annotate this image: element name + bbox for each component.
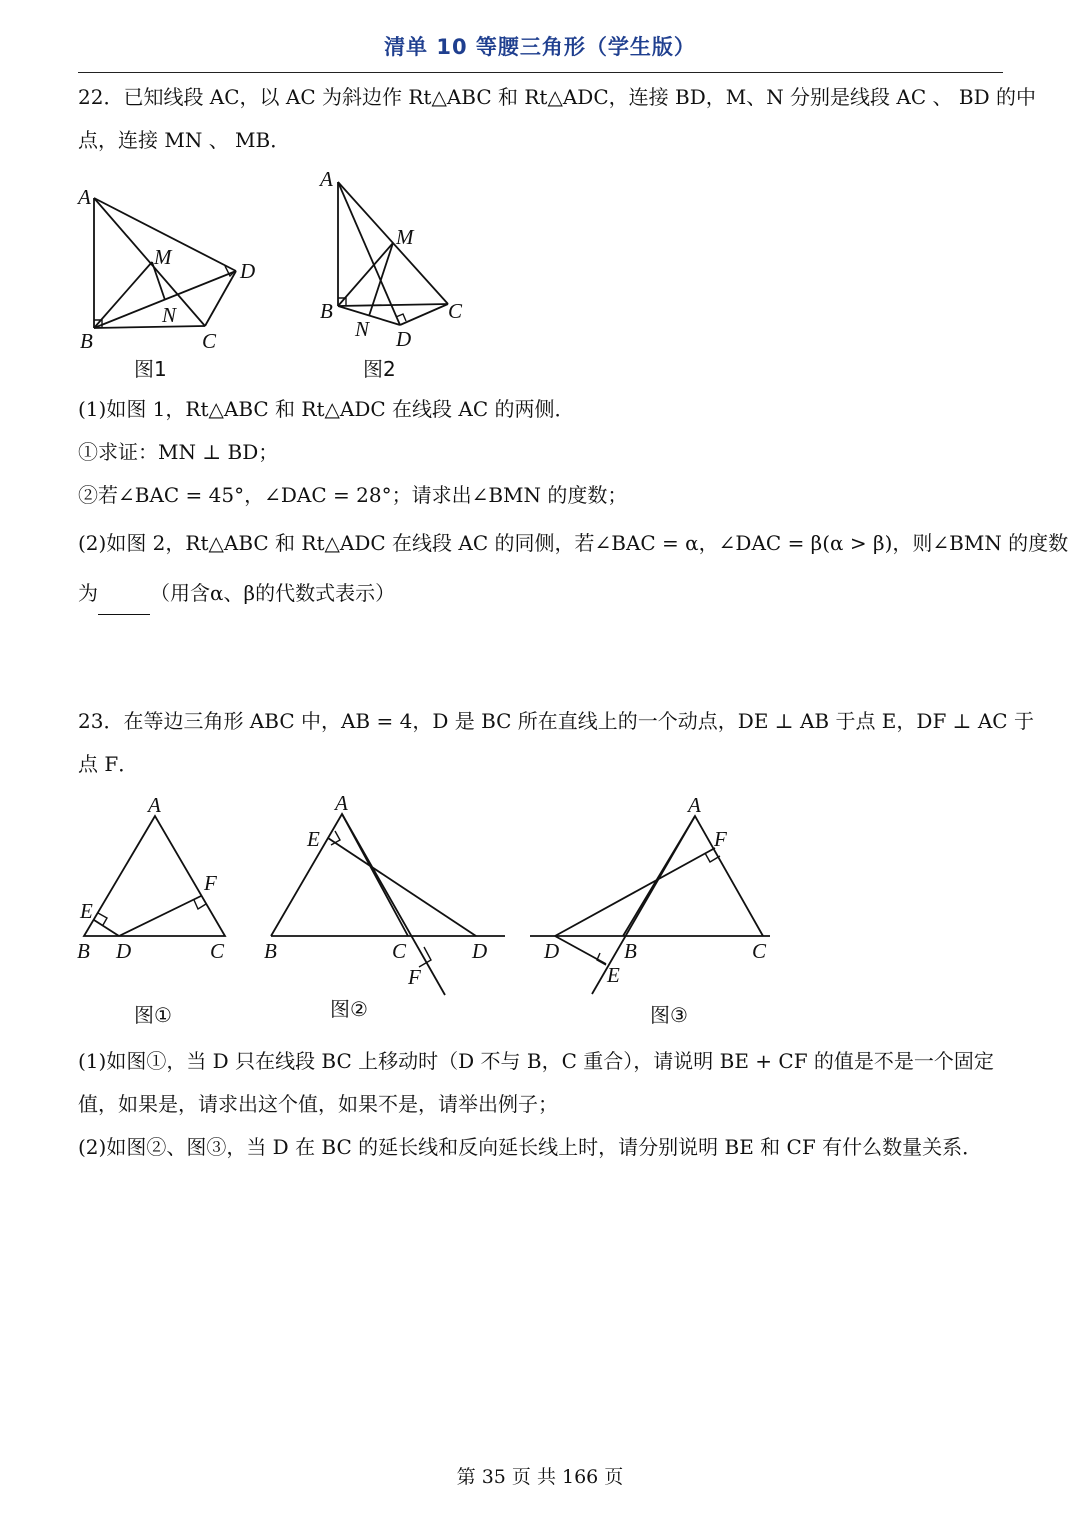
q23-stem-line1: 23．在等边三角形 ABC 中，AB = 4，D 是 BC 所在直线上的一个动点，DE ⊥ AB 于点 E，DF ⊥ AC 于 xyxy=(78,709,1034,733)
point-label-B: B xyxy=(80,329,93,353)
q22-figures xyxy=(70,160,490,390)
q23-part2: (2)如图②、图③，当 D 在 BC 的延长线和反向延长线上时，请分别说明 BE 和 CF 有什么数量关系． xyxy=(78,1135,983,1159)
point-label-D: D xyxy=(544,939,560,963)
point-label-E: E xyxy=(607,963,620,987)
point-label-A: A xyxy=(320,167,333,191)
q22-part2-line1: (2)如图 2，Rt△ABC 和 Rt△ADC 在线段 AC 的同侧，若∠BAC = α，∠DAC = β(α > β)，则∠BMN 的度数 xyxy=(78,531,1069,555)
q23-part1-line1: (1)如图①，当 D 只在线段 BC 上移动时（D 不与 B，C 重合），请说明 BE + CF 的值是不是一个固定 xyxy=(78,1049,994,1073)
point-label-C: C xyxy=(752,939,767,963)
q22-figure-1 xyxy=(76,185,255,381)
q23-fig1-caption: 图① xyxy=(134,1003,172,1027)
point-label-F: F xyxy=(714,827,727,851)
q22-fig1-caption: 图1 xyxy=(134,357,167,381)
q23-figures xyxy=(70,790,790,1040)
page-header-title: 清单 10 等腰三角形（学生版） xyxy=(384,35,696,59)
page-footer: 第 35 页 共 166 页 xyxy=(456,1466,624,1488)
q22-stem-line2: 点，连接 MN 、 MB． xyxy=(78,128,291,152)
point-label-D: D xyxy=(116,939,132,963)
point-label-M: M xyxy=(154,245,172,269)
q22-part1: (1)如图 1，Rt△ABC 和 Rt△ADC 在线段 AC 的两侧． xyxy=(78,397,575,421)
q22-part2-prefix: 为 xyxy=(78,581,98,605)
point-label-F: F xyxy=(204,871,217,895)
point-label-D: D xyxy=(472,939,488,963)
point-label-A: A xyxy=(688,793,701,817)
point-label-A: A xyxy=(148,793,161,817)
q23-fig3-caption: 图③ xyxy=(650,1003,688,1027)
point-label-M: M xyxy=(396,225,414,249)
q23-figure-1 xyxy=(77,793,225,1027)
q22-part1-sub1: ①求证：MN ⊥ BD； xyxy=(78,440,279,464)
point-label-C: C xyxy=(202,329,217,353)
q23-fig2-caption: 图② xyxy=(330,997,368,1021)
header-divider xyxy=(78,72,1003,73)
point-label-A: A xyxy=(335,791,348,815)
q22-stem-line1: 22．已知线段 AC，以 AC 为斜边作 Rt△ABC 和 Rt△ADC，连接 BD，M、N 分别是线段 AC 、 BD 的中 xyxy=(78,85,1036,109)
q22-figure-2 xyxy=(318,167,463,381)
q22-part2-line2 xyxy=(78,572,1003,615)
point-label-N: N xyxy=(162,303,177,327)
point-label-C: C xyxy=(210,939,225,963)
q22-part2-suffix: （用含α、β的代数式表示） xyxy=(150,581,396,605)
q22-fig2-caption: 图2 xyxy=(363,357,396,381)
point-label-F: F xyxy=(408,965,421,989)
answer-blank xyxy=(98,594,150,615)
point-label-D: D xyxy=(396,327,412,351)
q22-part1-sub2: ②若∠BAC = 45°，∠DAC = 28°；请求出∠BMN 的度数； xyxy=(78,483,628,507)
point-label-N: N xyxy=(355,317,370,341)
point-label-B: B xyxy=(320,299,333,323)
point-label-E: E xyxy=(80,899,93,923)
point-label-A: A xyxy=(78,185,91,209)
q23-figure-3 xyxy=(530,793,770,1027)
q23-stem-line2: 点 F． xyxy=(78,752,139,776)
point-label-E: E xyxy=(307,827,320,851)
point-label-B: B xyxy=(77,939,90,963)
q23-part1-line2: 值，如果是，请求出这个值，如果不是，请举出例子； xyxy=(78,1092,558,1116)
point-label-C: C xyxy=(392,939,407,963)
point-label-C: C xyxy=(448,299,463,323)
point-label-B: B xyxy=(264,939,277,963)
q23-figure-2 xyxy=(264,791,505,1021)
point-label-B: B xyxy=(624,939,637,963)
point-label-D: D xyxy=(240,259,256,283)
